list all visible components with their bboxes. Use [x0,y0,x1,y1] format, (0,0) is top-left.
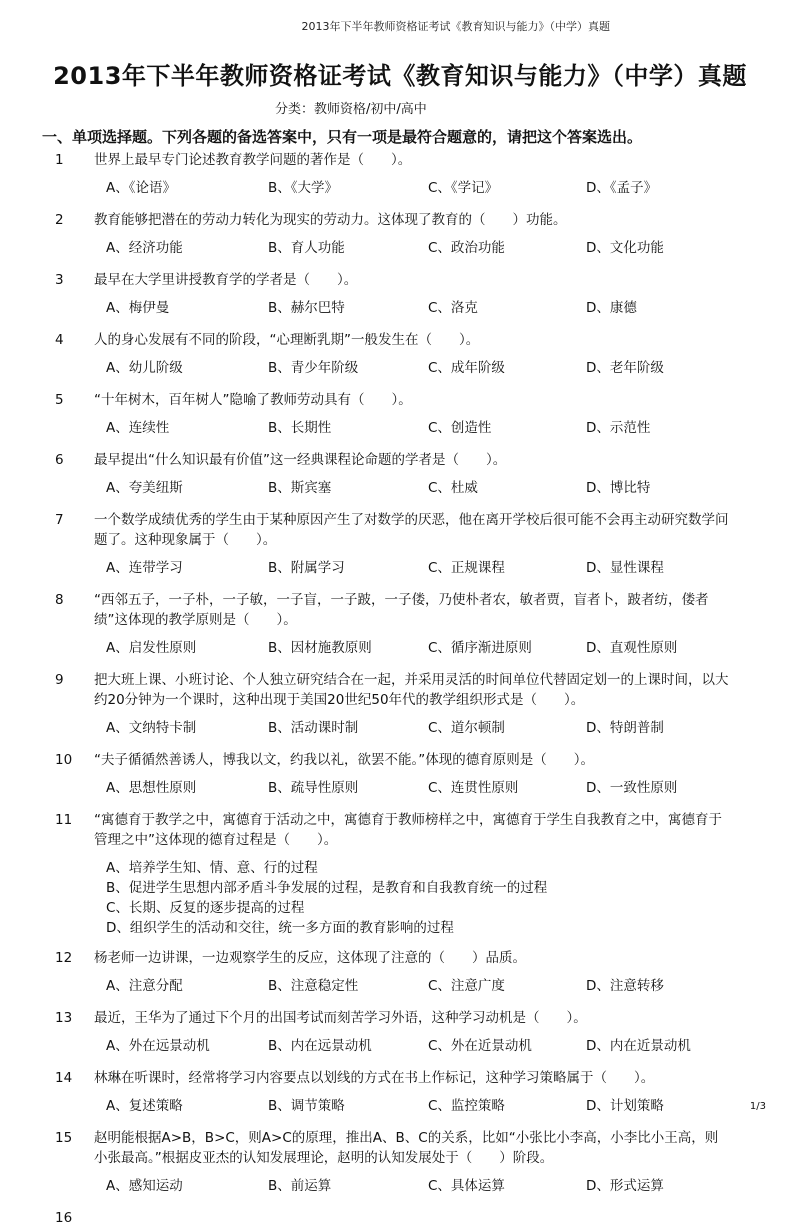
section-heading: 一、单项选择题。下列各题的备选答案中，只有一项是最符合题意的，请把这个答案选出。 [42,128,643,146]
question-text: “夫子循循然善诱人，博我以文，约我以礼，欲罢不能。”体现的德育原则是（ ）。 [94,752,594,768]
question-stem [0,510,800,550]
option-d: D、康德 [586,300,637,316]
option-d: D、特朗普制 [586,720,664,736]
question-number: 16 [55,1210,73,1226]
question-stem [0,330,800,350]
answer-options [0,858,800,938]
option-b: B、疏导性原则 [268,780,359,796]
answer-options [0,638,800,660]
option-c: C、道尔顿制 [428,720,505,736]
question-number: 3 [55,272,64,288]
option-c: C、连贯性原则 [428,780,519,796]
question-number: 11 [55,812,73,828]
option-a: A、幼儿阶级 [106,360,183,376]
question-text: 世界上最早专门论述教育教学问题的著作是（ ）。 [94,152,412,168]
option-b: B、活动课时制 [268,720,359,736]
question-3 [0,270,800,320]
option-b: B、附属学习 [268,560,345,576]
page-title: 2013年下半年教师资格证考试《教育知识与能力》（中学）真题 [53,62,747,90]
option-d: D、内在近景动机 [586,1038,691,1054]
option-b: B、《大学》 [268,180,339,196]
question-number: 4 [55,332,64,348]
option-c: C、政治功能 [428,240,505,256]
question-text: 林琳在听课时，经常将学习内容要点以划线的方式在书上作标记，这种学习策略属于（ ）。 [94,1070,655,1086]
question-text: 一个数学成绩优秀的学生由于某种原因产生了对数学的厌恶，他在离开学校后很可能不会再主动研究数学问题了。这种现象属于（ ）。 [94,512,729,548]
option-a: A、夸美纽斯 [106,480,183,496]
answer-options [0,976,800,998]
answer-options [0,1036,800,1058]
question-number: 13 [55,1010,73,1026]
option-c: C、杜威 [428,480,478,496]
option-b: B、调节策略 [268,1098,345,1114]
option-b: B、赫尔巴特 [268,300,345,316]
question-stem [0,210,800,230]
answer-options [0,238,800,260]
question-number: 9 [55,672,64,688]
question-4 [0,330,800,380]
option-b: B、前运算 [268,1178,332,1194]
option-d: D、注意转移 [586,978,664,994]
question-number: 14 [55,1070,73,1086]
option-c: C、外在近景动机 [428,1038,532,1054]
question-stem [0,450,800,470]
question-7 [0,510,800,580]
answer-options [0,778,800,800]
question-8 [0,590,800,660]
option-b: B、长期性 [268,420,332,436]
answer-options [0,1176,800,1198]
category-line: 分类：教师资格/初中/高中 [275,102,427,117]
option-d: D、直观性原则 [586,640,678,656]
option-a: A、连带学习 [106,560,183,576]
question-stem [0,1008,800,1028]
question-stem [0,948,800,968]
page-number: 1/3 [749,1101,766,1112]
question-text: 最早提出“什么知识最有价值”这一经典课程论命题的学者是（ ）。 [94,452,507,468]
option-c: C、循序渐进原则 [428,640,532,656]
question-6 [0,450,800,500]
answer-options [0,178,800,200]
option-d: D、文化功能 [586,240,664,256]
option-d: D、示范性 [586,420,651,436]
question-text: “西邻五子，一子朴，一子敏，一子盲，一子跛，一子偻，乃使朴者农，敏者贾，盲者卜，跛者纺，偻者绩”这体现的教学原则是（ ）。 [94,592,709,628]
option-c: C、成年阶级 [428,360,505,376]
question-number: 8 [55,592,64,608]
question-9 [0,670,800,740]
option-d: D、博比特 [586,480,651,496]
question-number: 6 [55,452,64,468]
option-a: A、思想性原则 [106,780,197,796]
answer-options [0,298,800,320]
question-text: 赵明能根据A>B，B>C，则A>C的原理，推出A、B、C的关系，比如“小张比小李高，小李比小王高，则小张最高。”根据皮亚杰的认知发展理论，赵明的认知发展处于（ ）阶段。 [94,1130,719,1166]
answer-options [0,478,800,500]
option-b: B、斯宾塞 [268,480,332,496]
option-d: D、组织学生的活动和交往，统一多方面的教育影响的过程 [106,920,454,936]
question-15 [0,1128,800,1198]
option-c: C、正规课程 [428,560,505,576]
question-12 [0,948,800,998]
question-stem [0,150,800,170]
option-b: B、注意稳定性 [268,978,359,994]
option-b: B、促进学生思想内部矛盾斗争发展的过程，是教育和自我教育统一的过程 [106,880,548,896]
answer-options [0,418,800,440]
question-11 [0,810,800,938]
question-stem [0,750,800,770]
question-text: 把大班上课、小班讨论、个人独立研究结合在一起，并采用灵活的时间单位代替固定划一的上课时间，以大约20分钟为一个课时，这种出现于美国20世纪50年代的教学组织形式是（ ）。 [94,672,729,708]
option-c: C、长期、反复的逐步提高的过程 [106,900,305,916]
question-10 [0,750,800,800]
question-stem [0,670,800,710]
option-d: D、计划策略 [586,1098,664,1114]
option-c: C、创造性 [428,420,492,436]
question-number: 12 [55,950,73,966]
option-d: D、形式运算 [586,1178,664,1194]
running-header: 2013年下半年教师资格证考试《教育知识与能力》（中学）真题 [301,20,610,33]
option-b: B、育人功能 [268,240,345,256]
option-a: A、《论语》 [106,180,176,196]
question-text: “十年树木，百年树人”隐喻了教师劳动具有（ ）。 [94,392,412,408]
option-b: B、内在远景动机 [268,1038,372,1054]
question-1 [0,150,800,200]
question-number: 2 [55,212,64,228]
question-stem [0,390,800,410]
option-a: A、梅伊曼 [106,300,170,316]
question-stem [0,1128,800,1168]
option-a: A、连续性 [106,420,170,436]
answer-options [0,358,800,380]
question-number: 10 [55,752,73,768]
question-list [0,150,800,1226]
question-2 [0,210,800,260]
question-text: “寓德育于教学之中，寓德育于活动之中，寓德育于教师榜样之中，寓德育于学生自我教育之中，寓德育于管理之中”这体现的德育过程是（ ）。 [94,812,722,848]
question-stem [0,590,800,630]
option-a: A、复述策略 [106,1098,183,1114]
question-text: 教育能够把潜在的劳动力转化为现实的劳动力。这体现了教育的（ ）功能。 [94,212,567,228]
question-13 [0,1008,800,1058]
option-a: A、经济功能 [106,240,183,256]
answer-options [0,1096,800,1118]
option-a: A、注意分配 [106,978,183,994]
question-5 [0,390,800,440]
question-number: 7 [55,512,64,528]
question-text: 最近，王华为了通过下个月的出国考试而刻苦学习外语，这种学习动机是（ ）。 [94,1010,587,1026]
option-c: C、具体运算 [428,1178,505,1194]
option-b: B、因材施教原则 [268,640,372,656]
option-c: C、洛克 [428,300,478,316]
option-a: A、感知运动 [106,1178,183,1194]
question-stem [0,1068,800,1088]
answer-options [0,718,800,740]
option-c: C、《学记》 [428,180,499,196]
question-number: 5 [55,392,64,408]
question-text: 杨老师一边讲课，一边观察学生的反应，这体现了注意的（ ）品质。 [94,950,526,966]
question-text: 最早在大学里讲授教育学的学者是（ ）。 [94,272,358,288]
question-number: 15 [55,1130,73,1146]
answer-options [0,558,800,580]
option-b: B、青少年阶级 [268,360,359,376]
question-stem [0,270,800,290]
option-d: D、老年阶级 [586,360,664,376]
question-stem [0,810,800,850]
option-a: A、文纳特卡制 [106,720,197,736]
option-d: D、显性课程 [586,560,664,576]
question-14 [0,1068,800,1118]
option-c: C、监控策略 [428,1098,505,1114]
option-a: A、外在远景动机 [106,1038,210,1054]
option-d: D、《孟子》 [586,180,658,196]
question-number: 1 [55,152,64,168]
question-text: 人的身心发展有不同的阶段，“心理断乳期”一般发生在（ ）。 [94,332,480,348]
option-c: C、注意广度 [428,978,505,994]
option-d: D、一致性原则 [586,780,678,796]
option-a: A、培养学生知、情、意、行的过程 [106,860,318,876]
option-a: A、启发性原则 [106,640,197,656]
